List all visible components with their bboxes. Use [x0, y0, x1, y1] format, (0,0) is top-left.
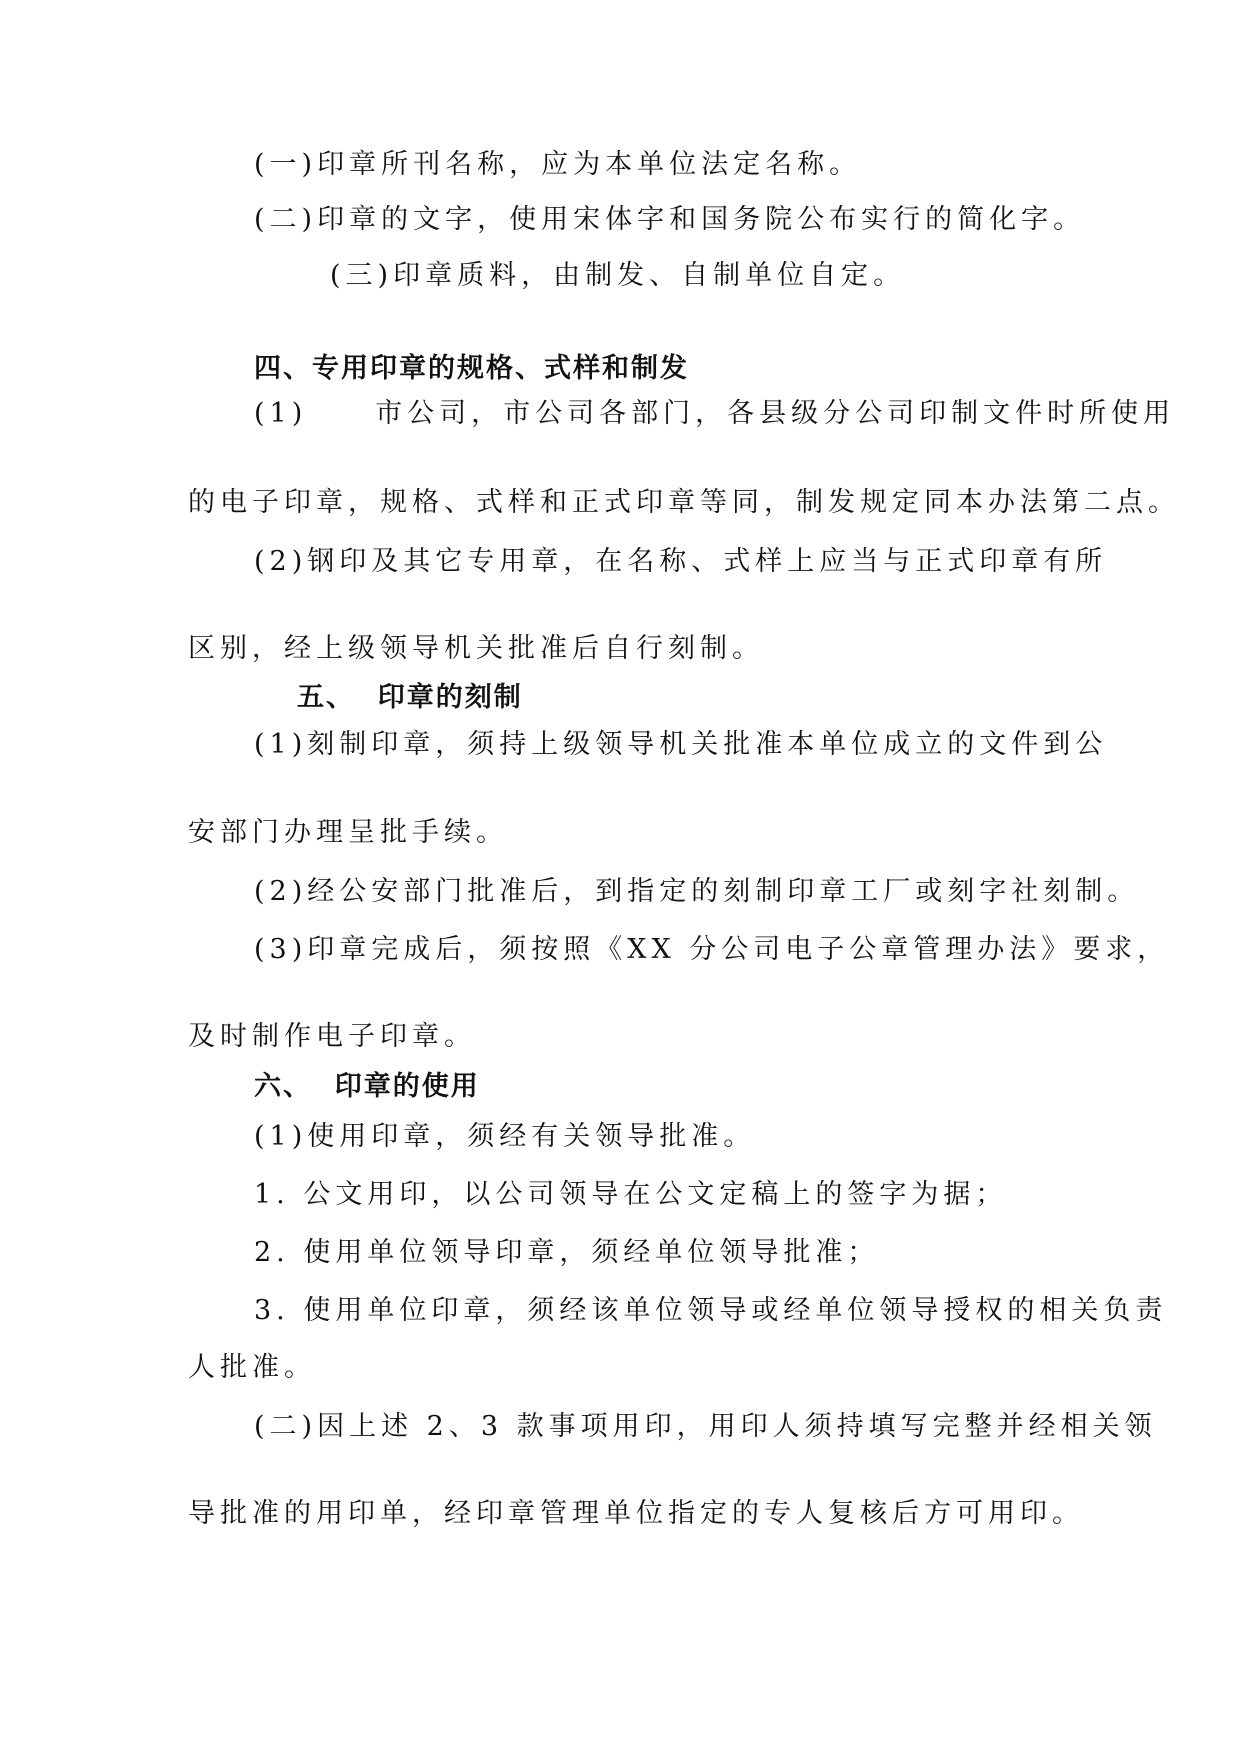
- paragraph-line: (2)钢印及其它专用章，在名称、式样上应当与正式印章有所: [254, 546, 1108, 577]
- paragraph-line: (2)经公安部门批准后，到指定的刻制印章工厂或刻字社刻制。: [254, 876, 1140, 907]
- paragraph-line: (3)印章完成后，须按照《XX 分公司电子公章管理办法》要求，: [254, 934, 1170, 965]
- paragraph-line: (1)刻制印章，须持上级领导机关批准本单位成立的文件到公: [254, 729, 1108, 760]
- paragraph-line: (二)印章的文字，使用宋体字和国务院公布实行的简化字。: [254, 204, 1086, 235]
- paragraph-line: (1) 市公司，市公司各部门，各县级分公司印制文件时所使用: [254, 398, 1176, 429]
- paragraph-line: 安部门办理呈批手续。: [188, 817, 508, 848]
- paragraph-line: 导批准的用印单，经印章管理单位指定的专人复核后方可用印。: [188, 1498, 1084, 1529]
- list-item: 2. 使用单位领导印章，须经单位领导批准；: [254, 1237, 880, 1268]
- paragraph-line: 人批准。: [188, 1352, 316, 1383]
- section-heading: 五、 印章的刻制: [297, 682, 523, 713]
- paragraph-line: 及时制作电子印章。: [188, 1021, 476, 1052]
- paragraph-line: (三)印章质料，由制发、自制单位自定。: [330, 260, 906, 291]
- paragraph-line: (二)因上述 2、3 款事项用印，用印人须持填写完整并经相关领: [254, 1411, 1157, 1442]
- paragraph-line: (1)使用印章，须经有关领导批准。: [254, 1121, 756, 1152]
- paragraph-line: 区别，经上级领导机关批准后自行刻制。: [188, 633, 764, 664]
- paragraph-line: 的电子印章，规格、式样和正式印章等同，制发规定同本办法第二点。: [188, 487, 1180, 518]
- list-item: 1. 公文用印，以公司领导在公文定稿上的签字为据；: [254, 1179, 1008, 1210]
- paragraph-line: (一)印章所刊名称，应为本单位法定名称。: [254, 149, 862, 180]
- list-item: 3. 使用单位印章，须经该单位领导或经单位领导授权的相关负责: [254, 1295, 1168, 1326]
- section-heading: 四、专用印章的规格、式样和制发: [254, 353, 689, 384]
- section-heading: 六、 印章的使用: [254, 1071, 480, 1102]
